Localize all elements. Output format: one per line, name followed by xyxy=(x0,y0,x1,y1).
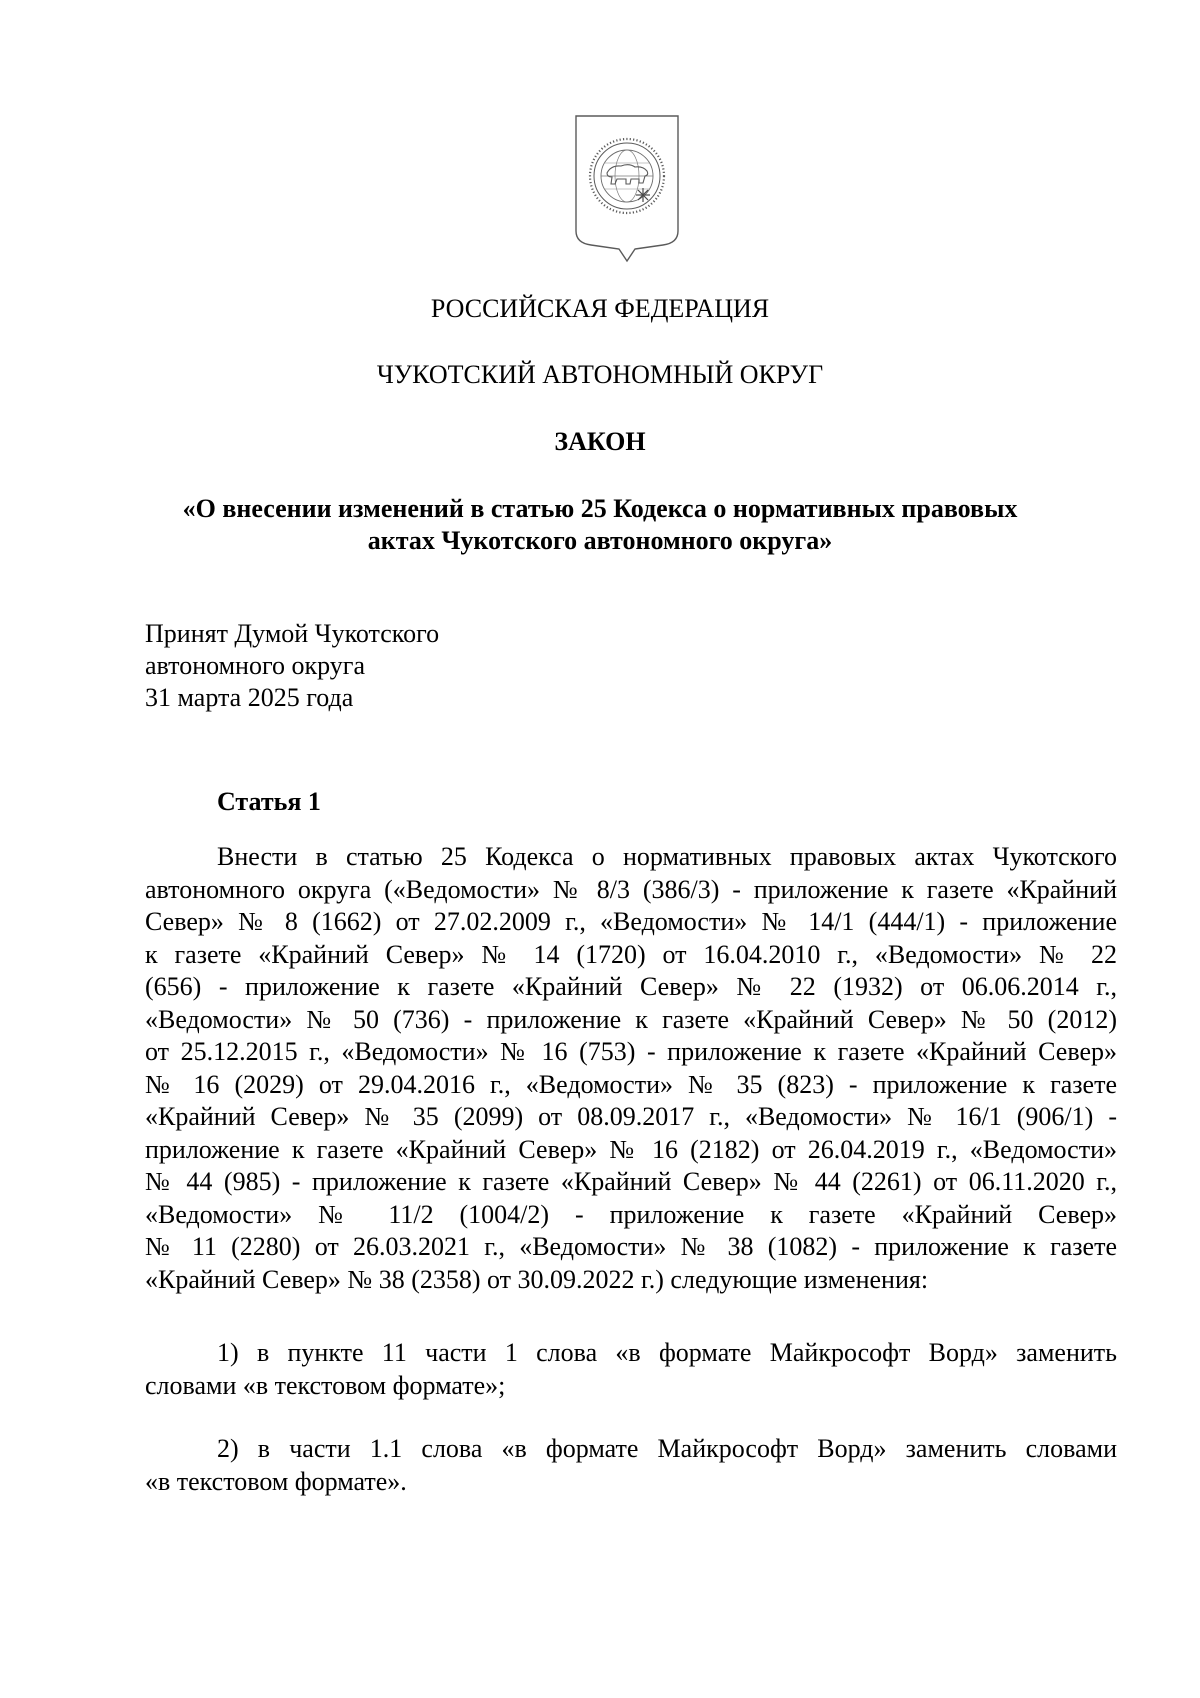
paragraph-line: 1) в пункте 11 части 1 слова «в формате Майкрософт Ворд» заменить xyxy=(217,1338,1117,1367)
law-title-line: «О внесении изменений в статью 25 Кодекса о нормативных правовых xyxy=(182,494,1018,523)
paragraph-line: № 16 (2029) от 29.04.2016 г., «Ведомости» № 35 (823) - приложение к газете xyxy=(145,1069,1117,1099)
adoption-block xyxy=(145,618,439,714)
paragraph-line: № 44 (985) - приложение к газете «Крайний Север» № 44 (2261) от 06.11.2020 г., xyxy=(145,1167,1117,1196)
adoption-line: автономного округа xyxy=(145,651,365,680)
paragraph-line: словами «в текстовом формате»; xyxy=(145,1370,506,1400)
paragraph-line: приложение к газете «Крайний Север» № 16 (2182) от 26.04.2019 г., «Ведомости» xyxy=(145,1134,1117,1164)
paragraph-line: Север» № 8 (1662) от 27.02.2009 г., «Ведомости» № 14/1 (444/1) - приложение xyxy=(145,907,1117,936)
adoption-line: Принят Думой Чукотского xyxy=(145,619,440,648)
amendment-item-2 xyxy=(145,1433,1117,1498)
amendment-item-1 xyxy=(145,1337,1117,1402)
paragraph-line: «в текстовом формате». xyxy=(145,1466,407,1496)
paragraph-line: автономного округа («Ведомости» № 8/3 (386/3) - приложение к газете «Крайний xyxy=(145,874,1117,904)
article-heading: Статья 1 xyxy=(217,787,321,816)
paragraph-line: от 25.12.2015 г., «Ведомости» № 16 (753) - приложение к газете «Крайний Север» xyxy=(145,1037,1117,1066)
paragraph-line: (656) - приложение к газете «Крайний Север» № 22 (1932) от 06.06.2014 г., xyxy=(145,972,1117,1001)
paragraph-line: Внести в статью 25 Кодекса о нормативных правовых актах Чукотского xyxy=(217,842,1117,871)
article-main-paragraph xyxy=(145,841,1117,1296)
paragraph-line: № 11 (2280) от 26.03.2021 г., «Ведомости» № 38 (1082) - приложение к газете xyxy=(145,1232,1117,1261)
adoption-date: 31 марта 2025 года xyxy=(145,683,354,712)
paragraph-line: «Ведомости» № 11/2 (1004/2) - приложение к газете «Крайний Север» xyxy=(145,1199,1117,1229)
coat-of-arms-icon xyxy=(573,113,681,265)
region-name: ЧУКОТСКИЙ АВТОНОМНЫЙ ОКРУГ xyxy=(376,360,824,389)
law-title-line: актах Чукотского автономного округа» xyxy=(367,526,833,555)
paragraph-line: к газете «Крайний Север» № 14 (1720) от 16.04.2010 г., «Ведомости» № 22 xyxy=(145,939,1117,969)
paragraph-line: «Крайний Север» № 38 (2358) от 30.09.2022 г.) следующие изменения: xyxy=(145,1264,929,1294)
paragraph-line: 2) в части 1.1 слова «в формате Майкрософт Ворд» заменить словами xyxy=(217,1434,1117,1463)
paragraph-line: «Крайний Север» № 35 (2099) от 08.09.2017 г., «Ведомости» № 16/1 (906/1) - xyxy=(145,1102,1117,1131)
document-type: ЗАКОН xyxy=(554,427,646,456)
country-name: РОССИЙСКАЯ ФЕДЕРАЦИЯ xyxy=(430,294,770,323)
paragraph-line: «Ведомости» № 50 (736) - приложение к газете «Крайний Север» № 50 (2012) xyxy=(145,1004,1117,1034)
